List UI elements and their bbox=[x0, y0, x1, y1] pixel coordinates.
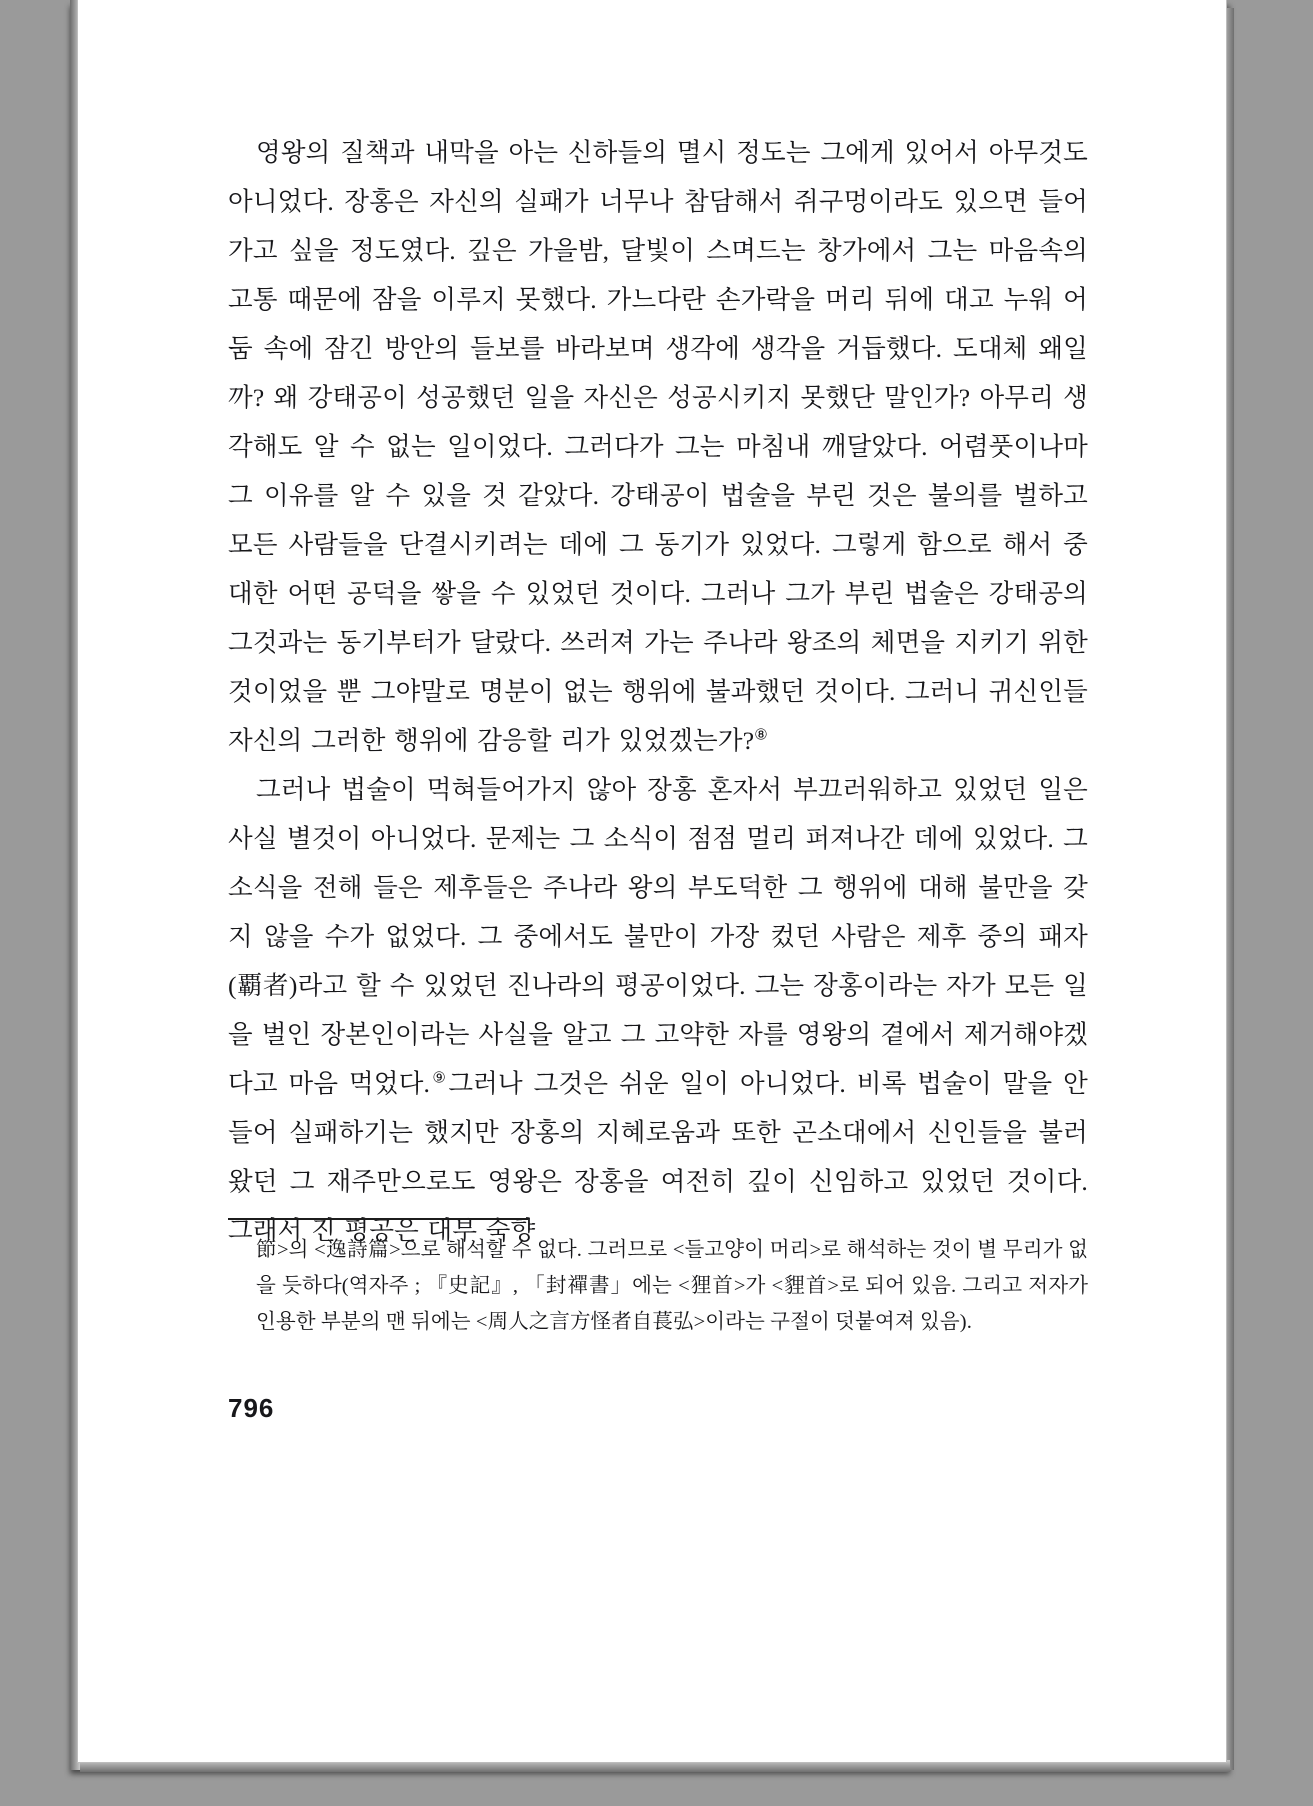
page-surface bbox=[78, 0, 1226, 1762]
footnote-marker-8: ⑧ bbox=[754, 727, 768, 744]
footnote-separator-rule bbox=[228, 1218, 528, 1220]
paragraph-2-text-before-note: 그러나 법술이 먹혀들어가지 않아 장홍 혼자서 부끄러워하고 있었던 일은 사실 별것이 아니었다. 문제는 그 소식이 점점 멀리 퍼져나간 데에 있었다. 그 소식을 전해 들은 제후들은 주나라 왕의 부도덕한 그 행위에 대해 불만을 갖지 않을 수가 없었다. 그 중에서도 불만이 가장 컸던 사람은 제후 중의 패자(覇者)라고 할 수 있었던 진나라의 평공이었다. 그는 장홍이라는 자가 모든 일을 벌인 장본인이라는 사실을 알고 그 고약한 자를 영왕의 곁에서 제거해야겠다고 마음 먹었다. bbox=[228, 775, 1088, 1098]
body-text bbox=[228, 128, 1088, 1255]
paragraph-1-text: 영왕의 질책과 내막을 아는 신하들의 멸시 정도는 그에게 있어서 아무것도 아니었다. 장홍은 자신의 실패가 너무나 참담해서 쥐구멍이라도 있으면 들어가고 싶을 정도였다. 깊은 가을밤, 달빛이 스며드는 창가에서 그는 마음속의 고통 때문에 잠을 이루지 못했다. 가느다란 손가락을 머리 뒤에 대고 누워 어둠 속에 잠긴 방안의 들보를 바라보며 생각에 생각을 거듭했다. 도대체 왜일까? 왜 강태공이 성공했던 일을 자신은 성공시키지 못했단 말인가? 아무리 생각해도 알 수 없는 일이었다. 그러다가 그는 마침내 깨달았다. 어렴풋이나마 그 이유를 알 수 있을 것 같았다. 강태공이 법술을 부린 것은 불의를 벌하고 모든 사람들을 단결시키려는 데에 그 동기가 있었다. 그렇게 함으로 해서 중대한 어떤 공덕을 쌓을 수 있었던 것이다. 그러나 그가 부린 법술은 강태공의 그것과는 동기부터가 달랐다. 쓰러져 가는 주나라 왕조의 체면을 지키기 위한 것이었을 뿐 그야말로 명분이 없는 행위에 불과했던 것이다. 그러니 귀신인들 자신의 그러한 행위에 감응할 리가 있었겠는가? bbox=[228, 138, 1088, 755]
footnote-text: 節>의 <逸詩篇>으로 해석할 수 없다. 그러므로 <들고양이 머리>로 해석하는 것이 별 무리가 없을 듯하다(역자주 ; 『史記』, 「封禪書」에는 <狸首>가 <貍首>로 되어 있음. 그리고 저자가 인용한 부분의 맨 뒤에는 <周人之言方怪者自萇弘>이라는 구절이 덧붙여져 있음). bbox=[256, 1239, 1088, 1333]
page-number: 796 bbox=[228, 1393, 275, 1423]
paragraph-1 bbox=[228, 128, 1088, 765]
paragraph-2-text-after-note: 그러나 그것은 쉬운 일이 아니었다. 비록 법술이 말을 안 들어 실패하기는 했지만 장홍의 지혜로움과 또한 곤소대에서 신인들을 불러왔던 그 재주만으로도 영왕은 장홍을 여전히 깊이 신임하고 있었던 것이다. 그래서 진 평공은 대부 숙향 bbox=[228, 1069, 1088, 1245]
paragraph-2 bbox=[228, 765, 1088, 1255]
footnote-marker-9: ⑨ bbox=[430, 1070, 449, 1087]
